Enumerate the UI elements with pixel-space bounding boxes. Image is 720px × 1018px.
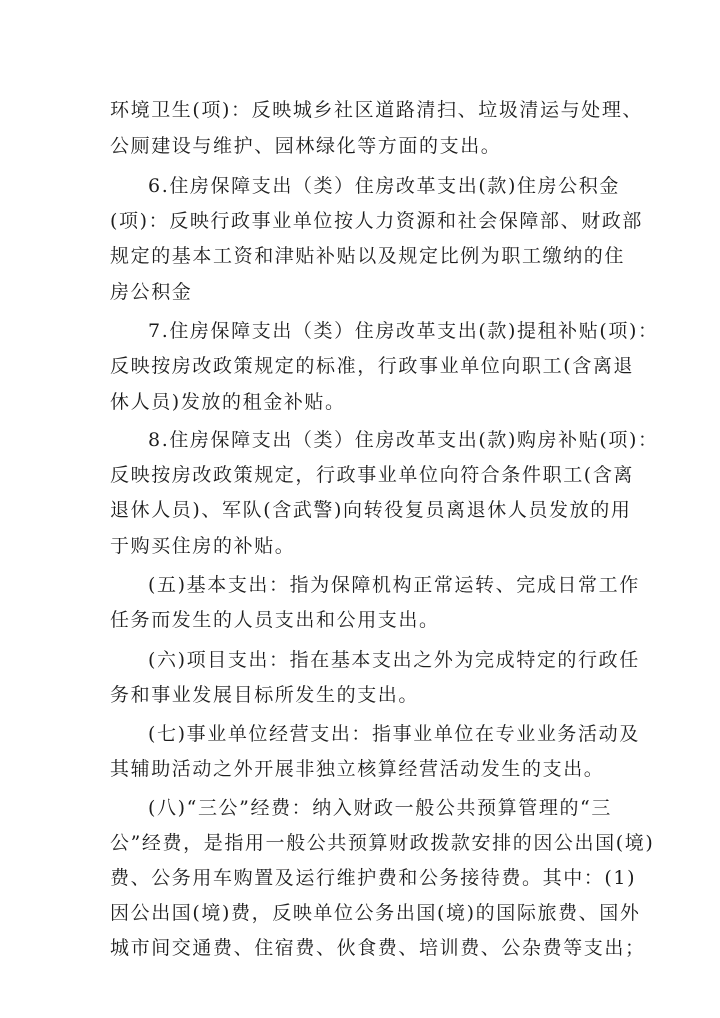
- text-line: 其辅助活动之外开展非独立核算经营活动发生的支出。: [110, 758, 605, 780]
- text-line: 城市间交通费、住宿费、伙食费、培训费、公杂费等支出；: [110, 937, 646, 959]
- paragraph-7-line: 7.住房保障支出（类）住房改革支出(款)提租补贴(项)：: [148, 320, 659, 342]
- text-line: 环境卫生(项)：反映城乡社区道路清扫、垃圾清运与处理、: [110, 99, 644, 121]
- paragraph-6-line: 6.住房保障支出（类）住房改革支出(款)住房公积金: [148, 175, 620, 197]
- basic-expenditure-line: (五)基本支出：指为保障机构正常运转、完成日常工作: [148, 574, 640, 596]
- text-line: 任务而发生的人员支出和公用支出。: [110, 609, 440, 631]
- three-public-expenses-line: (八)“三公”经费：纳入财政一般公共预算管理的“三: [148, 797, 612, 819]
- text-line: 房公积金: [110, 281, 193, 303]
- text-line: 退休人员)、军队(含武警)向转役复员离退休人员发放的用: [110, 499, 632, 521]
- text-line: 因公出国(境)费，反映单位公务出国(境)的国际旅费、国外: [110, 902, 641, 924]
- text-line: 于购买住房的补贴。: [110, 535, 296, 557]
- text-line: 公”经费，是指用一般公共预算财政拨款安排的因公出国(境): [110, 832, 655, 854]
- text-line: 规定的基本工资和津贴补贴以及规定比例为职工缴纳的住: [110, 245, 626, 267]
- operating-expenditure-line: (七)事业单位经营支出：指事业单位在专业业务活动及: [148, 723, 640, 745]
- text-line: 费、公务用车购置及运行维护费和公务接待费。其中：(1): [110, 867, 637, 889]
- paragraph-8-line: 8.住房保障支出（类）住房改革支出(款)购房补贴(项)：: [148, 429, 659, 451]
- text-line: 反映按房改政策规定，行政事业单位向符合条件职工(含离: [110, 464, 635, 486]
- text-line: (项)：反映行政事业单位按人力资源和社会保障部、财政部: [110, 210, 644, 232]
- project-expenditure-line: (六)项目支出：指在基本支出之外为完成特定的行政任: [148, 649, 640, 671]
- text-line: 休人员)发放的租金补贴。: [110, 391, 346, 413]
- text-line: 务和事业发展目标所发生的支出。: [110, 684, 420, 706]
- text-line: 反映按房改政策规定的标准，行政事业单位向职工(含离退: [110, 355, 635, 377]
- text-line: 公厕建设与维护、园林绿化等方面的支出。: [110, 135, 502, 157]
